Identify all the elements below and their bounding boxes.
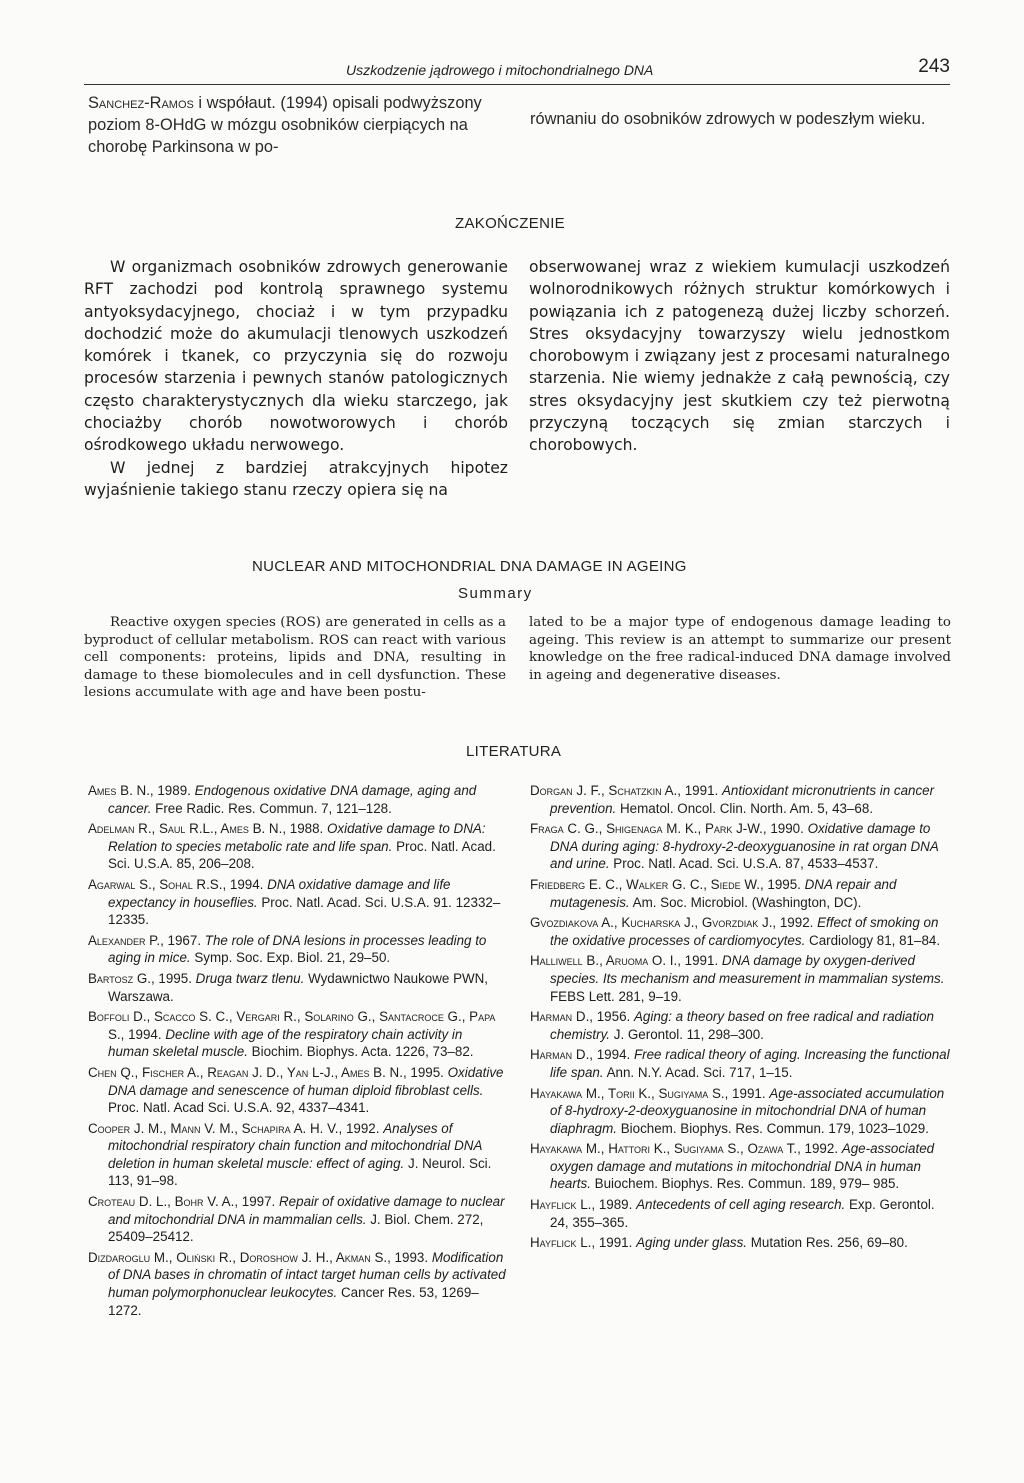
reference-entry <box>88 820 506 873</box>
zakonczenie-paragraph-1: W organizmach osobników zdrowych generowanie RFT zachodzi pod kontrolą sprawnego systemu antyoksydacyjnego, chociaż i w tym przypadku dochodzić może do akumulacji tlenowych uszkodzeń komórek i tkanek, co przyczynia się do rozwoju procesów starzenia i pewnych stanów patologicznych często charakterystycznych dla wieku starczego, jak chociażby chorób nowotworowych i chorób ośrodkowego układu nerwowego. <box>84 258 508 455</box>
literatura-title: LITERATURA <box>466 743 562 760</box>
reference-entry <box>88 1064 506 1117</box>
intro-left-text: i współaut. (1994) opisali podwyższony poziom 8-OHdG w mózgu osobników cierpiących na chorobę Parkinsona w po- <box>88 94 482 156</box>
reference-source: Cancer Res. 53, 1269–1272. <box>108 1285 479 1318</box>
reference-source: Buiochem. Biophys. Res. Commun. 189, 979– 985. <box>594 1176 900 1192</box>
zakonczenie-paragraph-2: W jednej z bardziej atrakcyjnych hipotez wyjaśnienie takiego stanu rzeczy opiera się na <box>84 458 508 499</box>
reference-title: Age-associated accumulation of 8-hydroxy-2-deoxyguanosine in mitochondrial DNA of human diaphragm. <box>550 1085 945 1136</box>
references-left-column <box>88 782 506 1322</box>
reference-entry <box>530 876 950 911</box>
reference-authors: Adelman R., Saul R.L., Ames B. N., 1988. <box>88 821 324 837</box>
reference-authors: Hayflick L., 1989. <box>530 1197 633 1213</box>
reference-authors: Dorgan J. F., Schatzkin A., 1991. <box>530 783 719 798</box>
reference-authors: Halliwell B., Aruoma O. I., 1991. <box>530 953 719 969</box>
reference-entry <box>88 1249 506 1319</box>
reference-entry <box>88 1120 506 1190</box>
reference-title: Antioxidant micronutrients in cancer prevention. <box>550 783 935 816</box>
reference-entry <box>530 782 950 817</box>
reference-entry <box>530 1196 950 1231</box>
zakonczenie-left-column <box>84 256 508 501</box>
reference-authors: Ames B. N., 1989. <box>88 783 191 798</box>
reference-authors: Hayflick L., 1991. <box>530 1235 633 1251</box>
reference-authors: Cooper J. M., Mann V. M., Schapira A. H. V., 1992. <box>88 1120 380 1136</box>
reference-authors: Alexander P., 1967. <box>88 932 202 948</box>
intro-right-text: równaniu do osobników zdrowych w podeszłym wieku. <box>530 110 926 128</box>
reference-title: DNA damage by oxygen-derived species. Its mechanism and measurement in mammalian systems. <box>550 953 945 986</box>
reference-entry <box>530 914 950 949</box>
reference-authors: Chen Q., Fischer A., Reagan J. D., Yan L-J., Ames B. N., 1995. <box>88 1064 444 1080</box>
reference-authors: Hayakawa M., Hattori K., Sugiyama S., Ozawa T., 1992. <box>530 1141 839 1157</box>
reference-title: Analyses of mitochondrial respiratory chain function and mitochondrial DNA deletion in human skeletal muscle: effect of aging. <box>108 1120 482 1171</box>
reference-authors: Harman D., 1956. <box>530 1009 631 1025</box>
reference-source: FEBS Lett. 281, 9–19. <box>550 988 682 1004</box>
reference-title: Druga twarz tlenu. <box>195 970 305 986</box>
reference-entry <box>530 820 950 873</box>
running-head: Uszkodzenie jądrowego i mitochondrialnego DNA <box>346 62 654 78</box>
reference-title: Oxidative damage to DNA during aging: 8-hydroxy-2-deoxyguanosine in rat organ DNA and urine. <box>550 821 939 872</box>
reference-authors: Bartosz G., 1995. <box>88 970 192 986</box>
reference-entry <box>530 1046 950 1081</box>
reference-authors: Friedberg E. C., Walker G. C., Siede W., 1995. <box>530 876 801 892</box>
reference-source: Symp. Soc. Exp. Biol. 21, 29–50. <box>194 950 391 966</box>
page-header <box>84 56 950 85</box>
reference-title: Endogenous oxidative DNA damage, aging and cancer. <box>108 783 477 816</box>
page-number: 243 <box>918 56 950 77</box>
reference-authors: Boffoli D., Scacco S. C., Vergari R., Solarino G., Santacroce G., Papa S., 1994. <box>88 1009 496 1042</box>
reference-source: Exp. Gerontol. 24, 355–365. <box>550 1197 935 1230</box>
reference-source: Ann. N.Y. Acad. Sci. 717, 1–15. <box>606 1064 793 1080</box>
zakonczenie-right-text: obserwowanej wraz z wiekiem kumulacji uszkodzeń wolnorodnikowych różnych struktur komórkowych i powiązania ich z patogenezą dużej liczby schorzeń. Stres oksydacyjny towarzyszy wielu jednostkom chorobowym i związany jest z procesami naturalnego starzenia. Nie wiemy jednakże z całą pewnością, czy stres oksydacyjny jest skutkiem czy też pierwotną przyczyną toczących się zmian starczych i chorobowych. <box>529 258 950 455</box>
reference-entry <box>530 952 950 1005</box>
reference-title: DNA oxidative damage and life expectancy in houseflies. <box>108 876 451 910</box>
reference-source: Proc. Natl. Acad. Sci. U.S.A. 91. 12332–12335. <box>108 894 501 928</box>
reference-entry <box>530 1008 950 1043</box>
reference-title: Modification of DNA bases in chromatin of intact target human cells by activated human polymorphonuclear leukocytes. <box>108 1249 506 1301</box>
reference-source: Biochem. Biophys. Res. Commun. 179, 1023–1029. <box>620 1120 929 1136</box>
reference-source: Cardiology 81, 81–84. <box>809 932 941 948</box>
reference-source: Am. Soc. Microbiol. (Washington, DC). <box>632 894 862 910</box>
section-title-zakonczenie: ZAKOŃCZENIE <box>455 215 565 232</box>
reference-entry <box>88 876 506 929</box>
reference-entry <box>530 1234 950 1252</box>
summary-subtitle: Summary <box>458 585 533 602</box>
reference-authors: Gvozdiakova A., Kucharska J., Gvorzdiak J., 1992. <box>530 915 814 931</box>
reference-source: Proc. Natl. Acad. Sci. U.S.A. 85, 206–208. <box>108 838 496 872</box>
reference-source: Proc. Natl. Acad Sci. U.S.A. 92, 4337–4341. <box>108 1100 370 1116</box>
reference-source: Proc. Natl. Acad. Sci. U.S.A. 87, 4533–4537. <box>613 856 879 872</box>
reference-title: DNA repair and mutagenesis. <box>550 876 897 910</box>
reference-entry <box>88 970 506 1005</box>
reference-title: Oxidative damage to DNA: Relation to species metabolic rate and life span. <box>108 821 486 854</box>
summary-right-text: lated to be a major type of endogenous damage leading to ageing. This review is an attempt to summarize our present knowledge on the free radical-induced DNA damage involved in ageing and degenerative diseases. <box>529 615 951 683</box>
reference-source: J. Biol. Chem. 272, 25409–25412. <box>108 1211 484 1245</box>
intro-author: Sanchez-Ramos <box>88 94 194 112</box>
reference-title: The role of DNA lesions in processes leading to aging in mice. <box>108 932 487 966</box>
intro-left-column <box>88 92 508 158</box>
reference-authors: Harman D., 1994. <box>530 1047 631 1063</box>
summary-left-text: Reactive oxygen species (ROS) are generated in cells as a byproduct of cellular metabolism. ROS can react with various cell components: proteins, lipids and DNA, resulting in damage to these biomolecules and in cell dysfunction. These lesions accumulate with age and have been postu- <box>84 615 506 701</box>
reference-entry <box>88 1193 506 1246</box>
reference-source: Free Radic. Res. Commun. 7, 121–128. <box>155 800 392 816</box>
reference-title: Effect of smoking on the oxidative processes of cardiomyocytes. <box>550 915 939 948</box>
reference-title: Antecedents of cell aging research. <box>636 1197 846 1213</box>
reference-entry <box>88 1008 506 1061</box>
reference-entry <box>530 1140 950 1193</box>
reference-title: Age-associated oxygen damage and mutations in mitochondrial DNA in human hearts. <box>550 1141 935 1192</box>
reference-authors: Hayakawa M., Torii K., Sugiyama S., 1991. <box>530 1085 766 1101</box>
reference-authors: Fraga C. G., Shigenaga M. K., Park J-W., 1990. <box>530 821 804 837</box>
reference-source: Wydawnictwo Naukowe PWN, Warszawa. <box>108 970 489 1004</box>
summary-title: NUCLEAR AND MITOCHONDRIAL DNA DAMAGE IN AGEING <box>252 558 687 575</box>
reference-title: Aging under glass. <box>636 1235 748 1251</box>
reference-title: Decline with age of the respiratory chain activity in human skeletal muscle. <box>108 1026 463 1060</box>
reference-title: Free radical theory of aging. Increasing the functional life span. <box>550 1047 950 1080</box>
reference-source: Hematol. Oncol. Clin. North. Am. 5, 43–68. <box>620 800 874 816</box>
reference-source: Mutation Res. 256, 69–80. <box>750 1235 908 1251</box>
reference-entry <box>530 1085 950 1138</box>
reference-title: Aging: a theory based on free radical and radiation chemistry. <box>550 1009 934 1042</box>
reference-title: Oxidative DNA damage and senescence of human diploid fibroblast cells. <box>108 1064 504 1098</box>
reference-source: J. Neurol. Sci. 113, 91–98. <box>108 1155 492 1189</box>
reference-entry <box>88 932 506 967</box>
reference-source: Biochim. Biophys. Acta. 1226, 73–82. <box>251 1044 474 1060</box>
references-right-column <box>530 782 950 1255</box>
reference-title: Repair of oxidative damage to nuclear and mitochondrial DNA in mammalian cells. <box>108 1194 505 1227</box>
reference-source: J. Gerontol. 11, 298–300. <box>613 1026 764 1042</box>
reference-entry <box>88 782 506 817</box>
reference-authors: Agarwal S., Sohal R.S., 1994. <box>88 876 264 892</box>
reference-authors: Croteau D. L., Bohr V. A., 1997. <box>88 1194 276 1210</box>
reference-authors: Dizdaroglu M., Oliński R., Doroshow J. H., Akman S., 1993. <box>88 1249 429 1265</box>
